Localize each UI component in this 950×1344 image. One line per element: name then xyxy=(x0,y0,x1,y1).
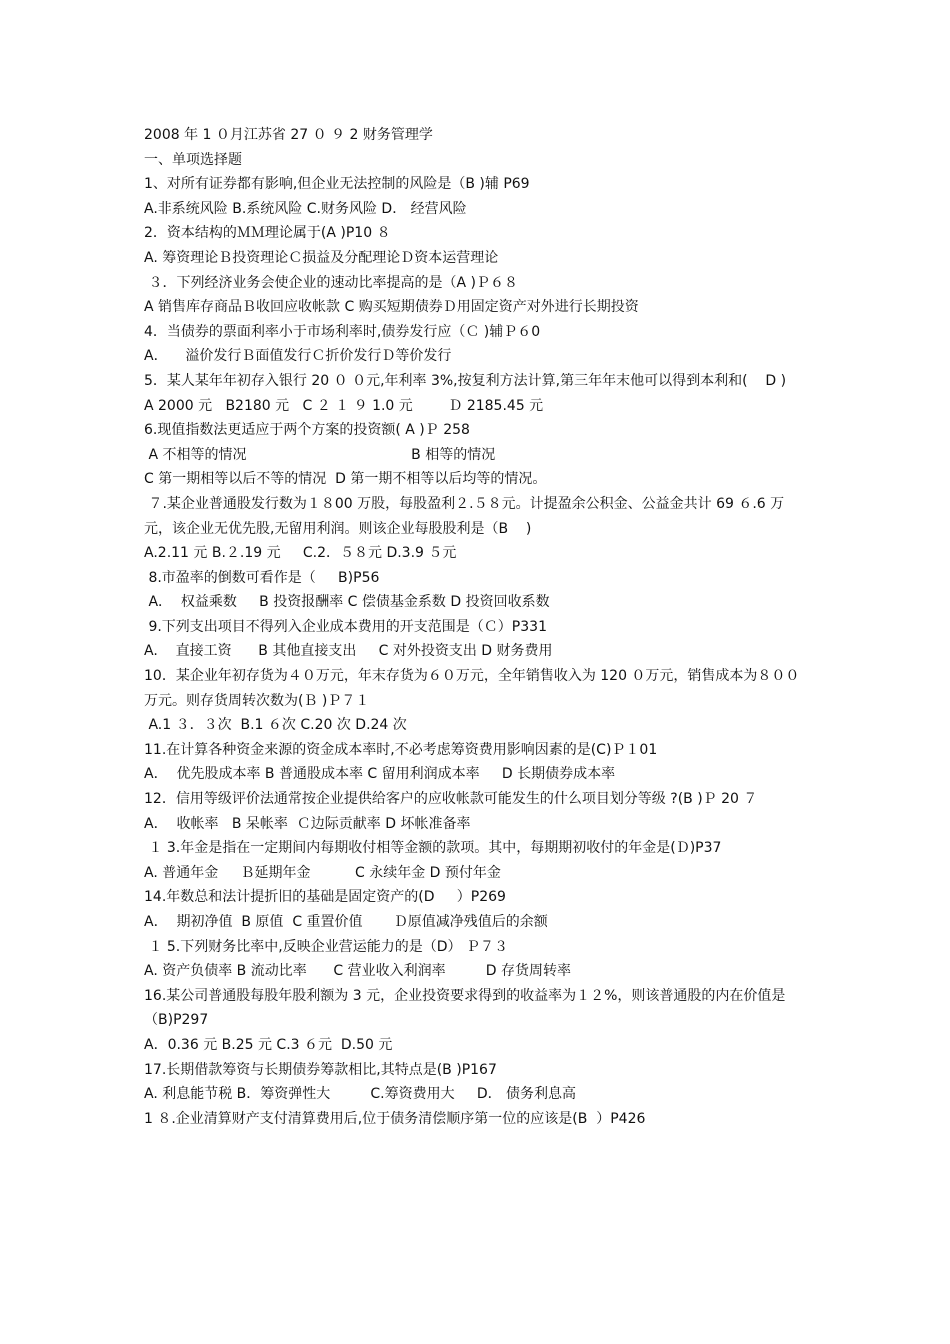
document-title: 2008 年 1 ０月江苏省 27 ０ ９ 2 财务管理学 xyxy=(144,127,433,143)
text-line: 6.现值指数法更适应于两个方案的投资额( A )Ｐ 258 xyxy=(144,422,470,439)
text-line: 1、对所有证券都有影响,但企业无法控制的风险是（B )辅 P69 xyxy=(144,176,530,193)
text-line: １ 5.下列财务比率中,反映企业营运能力的是（D） Ｐ７３ xyxy=(144,938,508,955)
text-line: 9.下列支出项目不得列入企业成本费用的开支范围是（Ｃ）P331 xyxy=(144,618,547,635)
text-line: 14.年数总和法计提折旧的基础是固定资产的(D ）P269 xyxy=(144,889,506,906)
text-line: A. 利息能节税 B．筹资弹性大 C.筹资费用大 D． 债务利息高 xyxy=(144,1086,577,1103)
text-line: A．0.36 元 B.25 元 C.3 ６元 D.50 元 xyxy=(144,1036,393,1053)
text-line: C 第一期相等以后不等的情况 D 第一期不相等以后均等的情况。 xyxy=(144,471,547,488)
text-line: A.2.11 元 B.２.19 元 C.2．５８元 D.3.9 ５元 xyxy=(144,545,457,562)
text-line: A 销售库存商品Ｂ收回应收帐款 C 购买短期债券Ｄ用固定资产对外进行长期投资 xyxy=(144,299,639,316)
text-line: A． 优先股成本率 B 普通股成本率 C 留用利润成本率 D 长期债券成本率 xyxy=(144,766,616,783)
text-line: 4．当债券的票面利率小于市场利率时,债券发行应（Ｃ )辅Ｐ６0 xyxy=(144,323,541,340)
text-line: 16.某公司普通股每股年股利额为 3 元，企业投资要求得到的收益率为１２%，则该普通股的内在价值是（B)P297 xyxy=(144,987,786,1029)
text-line: 5．某人某年年初存入银行 20 ０ ０元,年利率 3%,按复利方法计算,第三年年末他可以得到本利和( D ) xyxy=(144,372,787,389)
text-line: A． 收帐率 B 呆帐率 Ｃ边际贡献率 D 坏帐准备率 xyxy=(144,815,471,832)
text-line: A． 期初净值 B 原值 C 重置价值 Ｄ原值减净残值后的余额 xyxy=(144,914,548,930)
document-body xyxy=(144,123,808,1131)
text-line: 17.长期借款筹资与长期债券筹款相比,其特点是(B )P167 xyxy=(144,1061,497,1078)
text-line: 2．资本结构的ＭＭ理论属于(A )P10 ８ xyxy=(144,225,391,242)
text-line: ７.某企业普通股发行数为１８00 万股，每股盈利２.５８元。计提盈余公积金、公益金共计 69 ６.6 万元，该企业无优先股,无留用利润。则该企业每股股利是（B ) xyxy=(144,495,785,537)
text-line: A. 筹资理论Ｂ投资理论Ｃ损益及分配理论Ｄ资本运营理论 xyxy=(144,249,499,266)
text-line: A 不相等的情况 B 相等的情况 xyxy=(144,446,496,463)
text-line: A.1 ３．３次 B.1 ６次 C.20 次 D.24 次 xyxy=(144,717,407,734)
text-line: A． 溢价发行Ｂ面值发行Ｃ折价发行Ｄ等价发行 xyxy=(144,348,452,365)
text-line: 1 ８.企业清算财产支付清算费用后,位于债务清偿顺序第一位的应该是(B ）P426 xyxy=(144,1110,646,1127)
text-line: 8.市盈率的倒数可看作是（ B)P56 xyxy=(144,569,380,586)
text-line: A. 直接工资 B 其他直接支出 C 对外投资支出 D 财务费用 xyxy=(144,643,553,660)
text-line: １ 3.年金是指在一定期间内每期收付相等金额的款项。其中，每期期初收付的年金是(Ｄ)P37 xyxy=(144,840,722,857)
text-line: 10．某企业年初存货为４０万元，年末存货为６０万元，全年销售收入为 120 ０万元，销售成本为８００万元。则存货周转次数为(Ｂ )Ｐ７１ xyxy=(144,668,800,709)
section-heading: 一、单项选择题 xyxy=(144,151,242,168)
text-line: A. 资产负债率 B 流动比率 C 营业收入利润率 D 存货周转率 xyxy=(144,963,571,980)
text-line: A． 权益乘数 B 投资报酬率 C 偿债基金系数 D 投资回收系数 xyxy=(144,594,550,611)
text-line: 11.在计算各种资金来源的资金成本率时,不必考虑筹资费用影响因素的是(C)Ｐ１01 xyxy=(144,741,658,758)
text-line: A. 普通年金 Ｂ延期年金 C 永续年金 D 预付年金 xyxy=(144,864,501,881)
text-line: ３．下列经济业务会使企业的速动比率提高的是（A )Ｐ６８ xyxy=(144,274,518,291)
text-line: A.非系统风险 B.系统风险 C.财务风险 D． 经营风险 xyxy=(144,200,467,217)
text-line: 12．信用等级评价法通常按企业提供给客户的应收帐款可能发生的什么项目划分等级 ?(B )Ｐ 20 ７ xyxy=(144,791,758,808)
text-line: A 2000 元 B2180 元 C ２ １ ９ 1.0 元 Ｄ 2185.45 元 xyxy=(144,397,544,414)
